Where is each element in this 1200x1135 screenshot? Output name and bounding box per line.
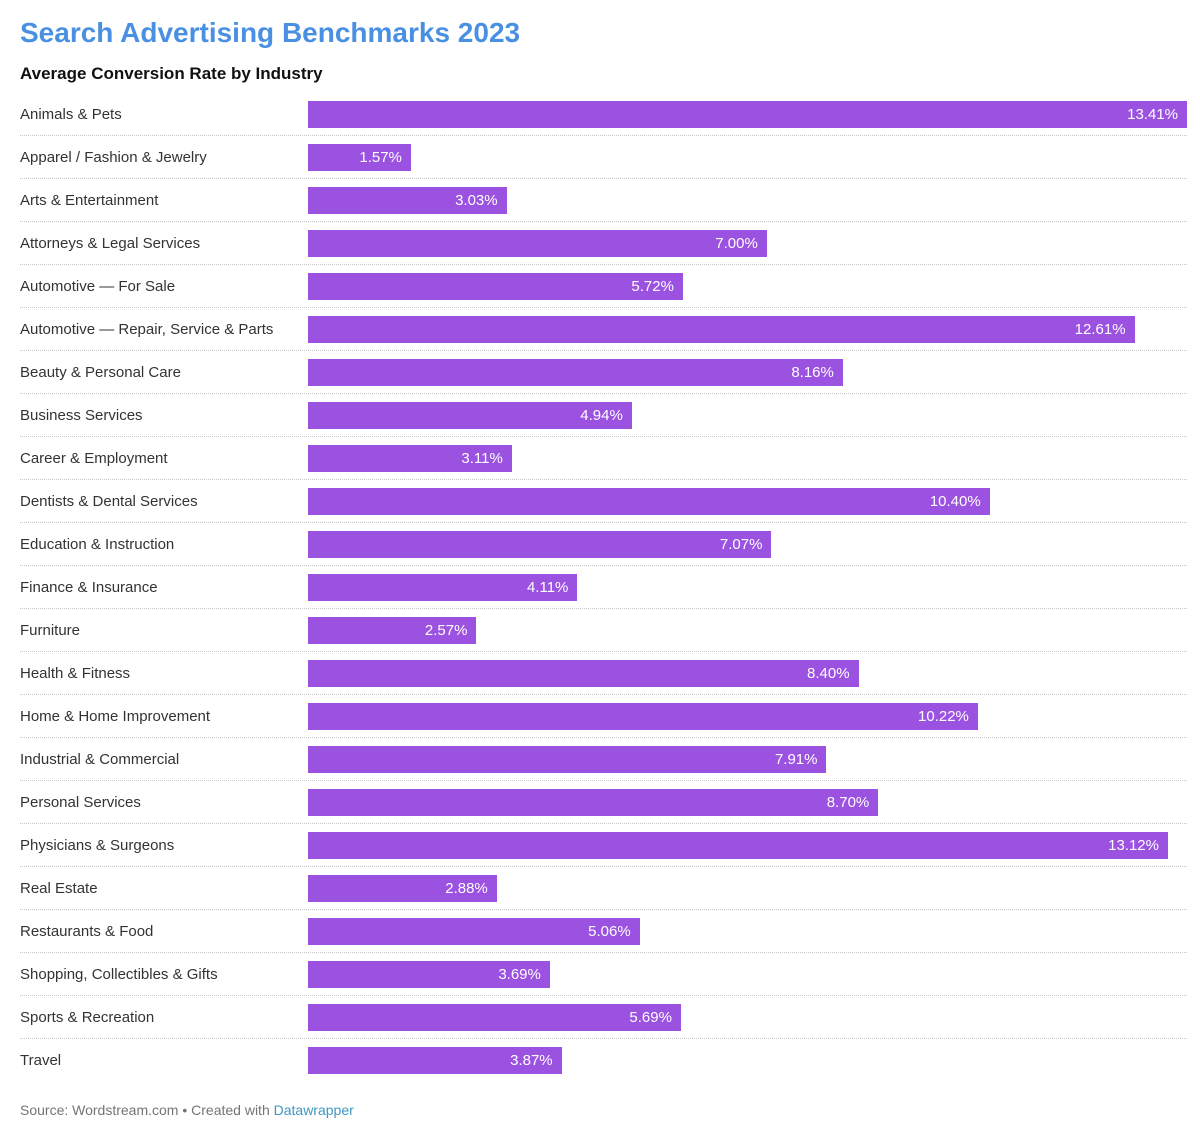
- bar-track: [308, 703, 1187, 730]
- chart-row: [20, 566, 1187, 609]
- value-label: 5.72%: [631, 277, 674, 295]
- bar[interactable]: [308, 187, 507, 214]
- category-label: Furniture: [20, 621, 81, 639]
- category-label: Animals & Pets: [20, 105, 122, 123]
- bar-track: [308, 230, 1187, 257]
- chart-row: [20, 824, 1187, 867]
- bar[interactable]: [308, 359, 843, 386]
- bar-track: [308, 1047, 1187, 1074]
- chart-row: [20, 695, 1187, 738]
- bar[interactable]: [308, 961, 550, 988]
- category-label: Career & Employment: [20, 449, 168, 467]
- source-text: Source: Wordstream.com • Created with: [20, 1102, 274, 1119]
- bar[interactable]: [308, 875, 497, 902]
- chart-row: [20, 480, 1187, 523]
- category-label: Personal Services: [20, 793, 141, 811]
- bar[interactable]: [308, 101, 1187, 128]
- category-label: Arts & Entertainment: [20, 191, 159, 209]
- bar[interactable]: [308, 703, 978, 730]
- bar[interactable]: [308, 144, 411, 171]
- bar[interactable]: [308, 316, 1135, 343]
- chart-row: [20, 652, 1187, 695]
- chart-subtitle: Average Conversion Rate by Industry: [20, 63, 323, 83]
- bar[interactable]: [308, 789, 878, 816]
- chart-row: [20, 996, 1187, 1039]
- value-label: 7.00%: [715, 234, 758, 252]
- bar-track: [308, 273, 1187, 300]
- chart-row: [20, 265, 1187, 308]
- bar-track: [308, 101, 1187, 128]
- chart-row: [20, 394, 1187, 437]
- value-label: 8.70%: [826, 793, 870, 811]
- bar-track: [308, 660, 1187, 687]
- bar[interactable]: [308, 1047, 562, 1074]
- chart-row: [20, 781, 1187, 824]
- bar-track: [308, 789, 1187, 816]
- bar[interactable]: [308, 660, 859, 687]
- bar[interactable]: [308, 402, 632, 429]
- value-label: 4.11%: [526, 578, 569, 596]
- bar-track: [308, 918, 1187, 945]
- category-label: Travel: [20, 1051, 62, 1069]
- bar-track: [308, 402, 1187, 429]
- bar-track: [308, 961, 1187, 988]
- chart-row: [20, 93, 1187, 136]
- category-label: Finance & Insurance: [20, 578, 158, 596]
- value-label: 13.41%: [1127, 105, 1178, 123]
- bar[interactable]: [308, 832, 1168, 859]
- chart-footer: [20, 1102, 1187, 1118]
- chart-row: [20, 1039, 1187, 1081]
- chart-row: [20, 609, 1187, 652]
- category-label: Automotive — For Sale: [20, 277, 176, 295]
- value-label: 7.91%: [774, 750, 818, 768]
- category-label: Automotive — Repair, Service & Parts: [20, 320, 274, 338]
- value-label: 1.57%: [359, 148, 402, 166]
- value-label: 13.12%: [1108, 836, 1159, 854]
- bar-chart: [20, 93, 1187, 1081]
- bar-track: [308, 1004, 1187, 1031]
- category-label: Industrial & Commercial: [20, 750, 180, 768]
- category-label: Shopping, Collectibles & Gifts: [20, 965, 218, 983]
- value-label: 3.69%: [498, 965, 541, 983]
- category-label: Dentists & Dental Services: [20, 492, 198, 510]
- category-label: Business Services: [20, 406, 143, 424]
- chart-row: [20, 136, 1187, 179]
- value-label: 10.40%: [929, 492, 981, 510]
- value-label: 10.22%: [918, 707, 969, 725]
- chart-row: [20, 308, 1187, 351]
- category-label: Beauty & Personal Care: [20, 363, 181, 381]
- category-label: Home & Home Improvement: [20, 707, 211, 725]
- bar[interactable]: [308, 273, 683, 300]
- chart-row: [20, 179, 1187, 222]
- category-label: Restaurants & Food: [20, 922, 154, 940]
- chart-row: [20, 953, 1187, 996]
- bar-track: [308, 531, 1187, 558]
- bar[interactable]: [308, 531, 771, 558]
- category-label: Attorneys & Legal Services: [20, 234, 201, 252]
- bar-track: [308, 574, 1187, 601]
- bar[interactable]: [308, 230, 767, 257]
- category-label: Education & Instruction: [20, 535, 175, 553]
- category-label: Health & Fitness: [20, 664, 131, 682]
- bar[interactable]: [308, 918, 640, 945]
- bar-track: [308, 359, 1187, 386]
- chart-row: [20, 222, 1187, 265]
- chart-row: [20, 910, 1187, 953]
- category-label: Real Estate: [20, 879, 98, 897]
- chart-row: [20, 867, 1187, 910]
- bar-track: [308, 488, 1187, 515]
- bar[interactable]: [308, 445, 512, 472]
- chart-row: [20, 523, 1187, 566]
- bar[interactable]: [308, 617, 476, 644]
- chart-row: [20, 351, 1187, 394]
- value-label: 3.87%: [510, 1051, 553, 1069]
- value-label: 2.88%: [445, 879, 488, 897]
- bar-track: [308, 617, 1187, 644]
- value-label: 5.06%: [588, 922, 631, 940]
- value-label: 8.40%: [807, 664, 850, 682]
- bar-track: [308, 144, 1187, 171]
- bar-track: [308, 746, 1187, 773]
- value-label: 3.11%: [461, 449, 503, 467]
- datawrapper-link[interactable]: Datawrapper: [273, 1102, 354, 1119]
- category-label: Physicians & Surgeons: [20, 836, 175, 854]
- bar-track: [308, 316, 1187, 343]
- bar[interactable]: [308, 488, 990, 515]
- value-label: 7.07%: [719, 535, 763, 553]
- bar[interactable]: [308, 746, 826, 773]
- chart-title: Search Advertising Benchmarks 2023: [20, 17, 521, 48]
- bar[interactable]: [308, 574, 577, 601]
- value-label: 12.61%: [1074, 320, 1126, 338]
- category-label: Apparel / Fashion & Jewelry: [20, 148, 207, 166]
- bar-track: [308, 445, 1187, 472]
- bar-track: [308, 187, 1187, 214]
- bar-track: [308, 832, 1187, 859]
- value-label: 8.16%: [791, 363, 834, 381]
- value-label: 4.94%: [580, 406, 623, 424]
- chart-row: [20, 738, 1187, 781]
- category-label: Sports & Recreation: [20, 1008, 155, 1026]
- value-label: 2.57%: [424, 621, 468, 639]
- bar-track: [308, 875, 1187, 902]
- chart-row: [20, 437, 1187, 480]
- bar[interactable]: [308, 1004, 681, 1031]
- value-label: 3.03%: [455, 191, 498, 209]
- value-label: 5.69%: [629, 1008, 672, 1026]
